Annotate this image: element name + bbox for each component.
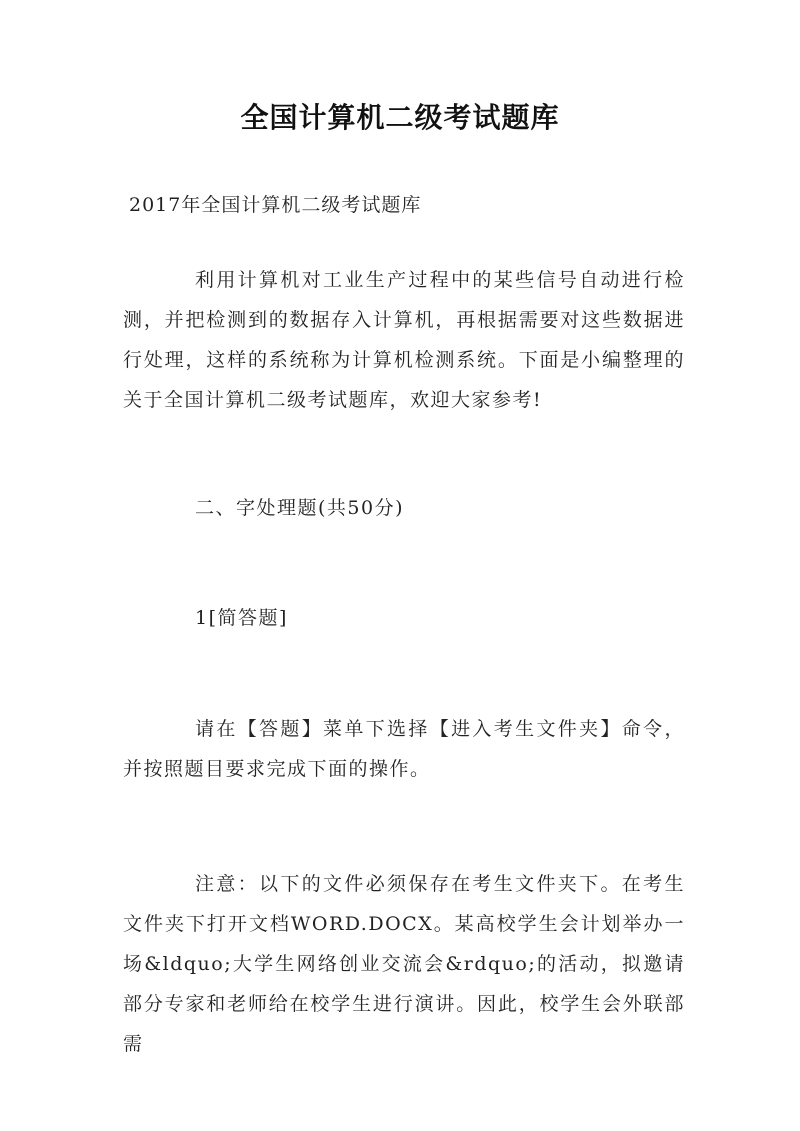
document-subtitle: 2017年全国计算机二级考试题库 [129,194,422,216]
question-label: 1[简答题] [195,607,288,629]
note-paragraph: 注意：以下的文件必须保存在考生文件夹下。在考生文件夹下打开文档WORD.DOCX。某高校学生会计划举办一场&ldquo;大学生网络创业交流会&rdquo;的活动，拟邀请部分专家和老师给在校学生进行演讲。因此，校学生会外联部需 [123,873,685,1055]
page-title: 全国计算机二级考试题库 [240,101,560,134]
section-heading: 二、字处理题(共50分) [195,497,405,519]
intro-paragraph: 利用计算机对工业生产过程中的某些信号自动进行检测，并把检测到的数据存入计算机，再根据需要对这些数据进行处理，这样的系统称为计算机检测系统。下面是小编整理的关于全国计算机二级考试题库，欢迎大家参考! [123,269,685,411]
instruction-paragraph: 请在【答题】菜单下选择【进入考生文件夹】命令，并按照题目要求完成下面的操作。 [123,718,685,780]
